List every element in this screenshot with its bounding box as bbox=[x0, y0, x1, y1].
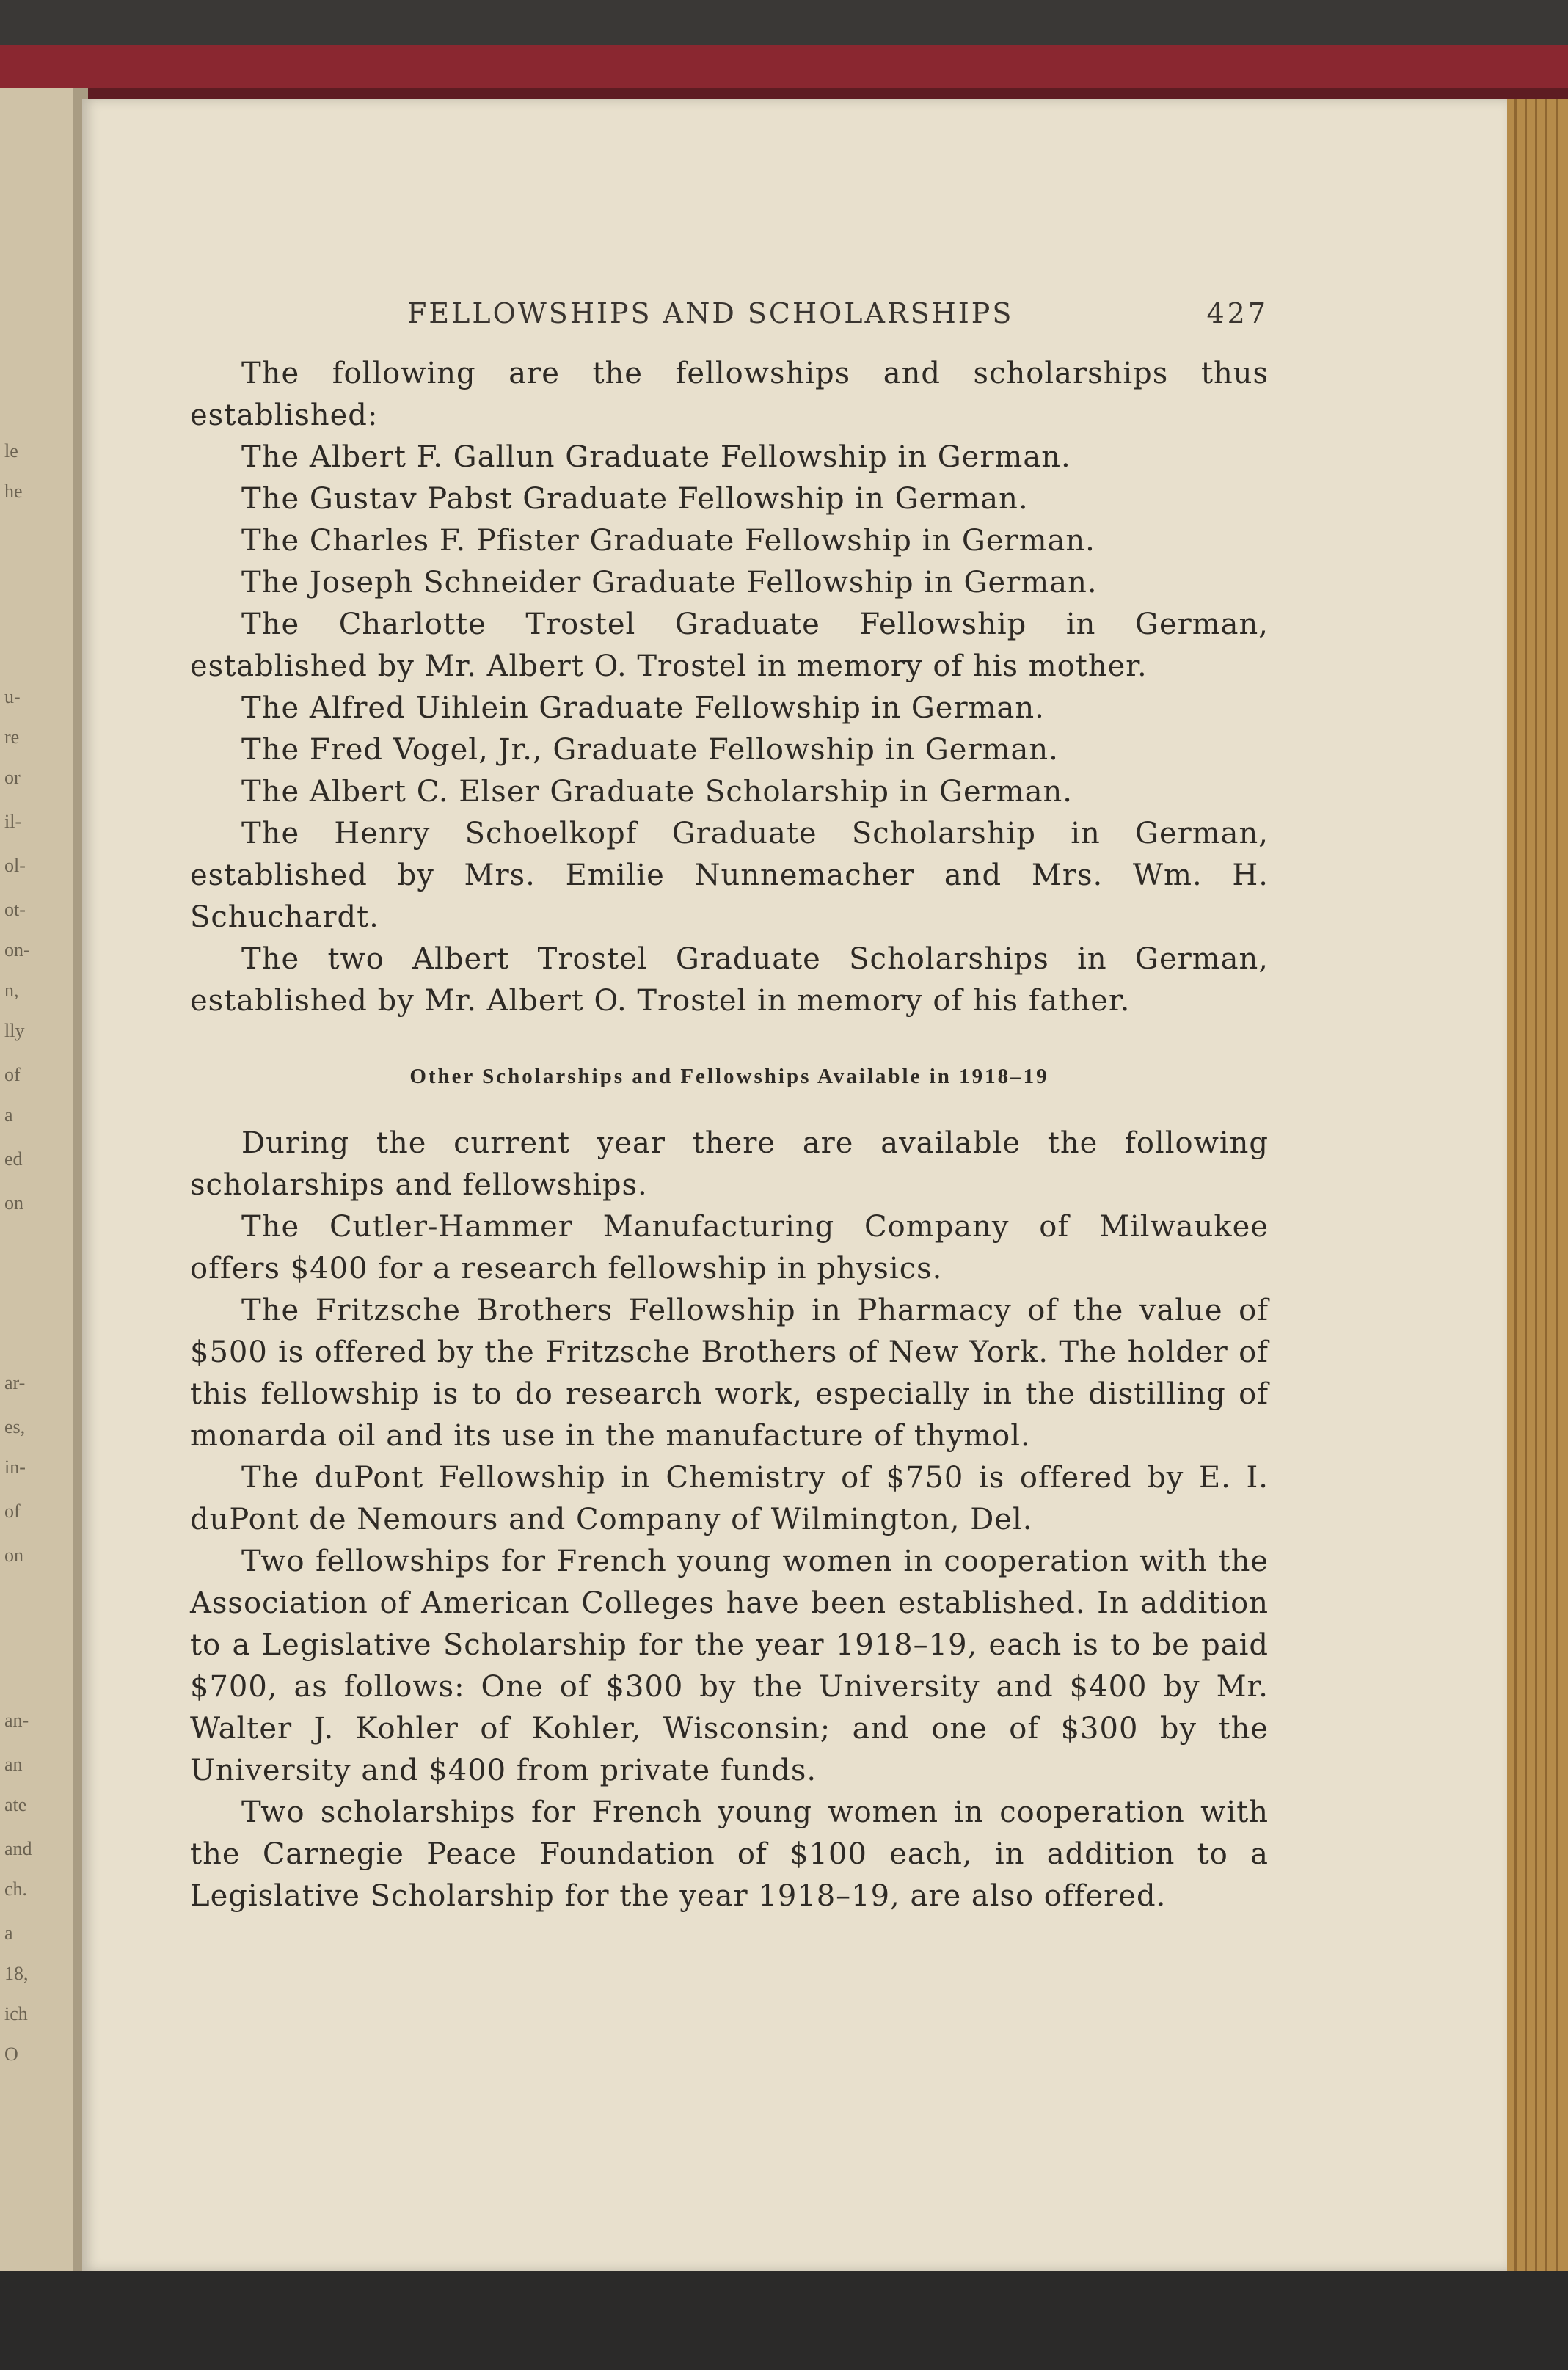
paragraph bbox=[190, 771, 1269, 813]
paragraph-text: The Fritzsche Brothers Fellowship in Pharmacy of the value of $500 is offered by the Fritzsche Brothers of New York. The holder of this fellowship is to do research work, especially in the distilling of monarda oil and its use in the manufacture of thymol. bbox=[190, 1294, 1269, 1453]
edge-fragment: ate bbox=[4, 1794, 27, 1815]
page-edge-line bbox=[1556, 99, 1558, 2271]
edge-fragment: O bbox=[4, 2043, 18, 2065]
page-block-edges bbox=[1507, 99, 1568, 2271]
paragraph bbox=[190, 938, 1269, 1022]
edge-fragment: a bbox=[4, 1104, 13, 1126]
edge-fragment: a bbox=[4, 1922, 13, 1944]
paragraph-text: The Fred Vogel, Jr., Graduate Fellowship in German. bbox=[241, 733, 1059, 767]
paragraph bbox=[190, 813, 1269, 938]
edge-fragment: he bbox=[4, 481, 23, 502]
paragraph bbox=[190, 437, 1269, 478]
edge-fragment: lly bbox=[4, 1020, 25, 1041]
paragraph bbox=[190, 1792, 1269, 1917]
paragraph-text: The following are the fellowships and scholarships thus established: bbox=[190, 357, 1269, 432]
page-text-block bbox=[190, 297, 1269, 1917]
edge-fragment: il- bbox=[4, 811, 22, 832]
edge-fragment: in- bbox=[4, 1456, 26, 1478]
section-heading: Other Scholarships and Fellowships Available in 1918–19 bbox=[409, 1065, 1049, 1088]
edge-fragment: n, bbox=[4, 980, 19, 1001]
paragraph-text: Two scholarships for French young women in cooperation with the Carnegie Peace Foundation of $100 each, in addition to a Legislative Scholarship for the year 1918–19, are also offered. bbox=[190, 1795, 1269, 1913]
paragraph-text: The Gustav Pabst Graduate Fellowship in German. bbox=[241, 482, 1029, 516]
edge-fragment: ed bbox=[4, 1148, 23, 1170]
paragraph bbox=[190, 604, 1269, 688]
paragraph-text: The Charlotte Trostel Graduate Fellowship in German, established by Mr. Albert O. Trostel in memory of his mother. bbox=[190, 608, 1269, 683]
paragraph bbox=[190, 1206, 1269, 1290]
edge-fragment: of bbox=[4, 1064, 21, 1085]
paragraph-text: The Cutler-Hammer Manufacturing Company of Milwaukee offers $400 for a research fellowship in physics. bbox=[190, 1210, 1269, 1286]
edge-fragment: of bbox=[4, 1501, 21, 1522]
paragraph-text: The Alfred Uihlein Graduate Fellowship in German. bbox=[241, 691, 1045, 725]
edge-fragment: ch. bbox=[4, 1878, 28, 1900]
edge-fragment: ot- bbox=[4, 899, 26, 920]
paragraph-text: The duPont Fellowship in Chemistry of $750 is offered by E. I. duPont de Nemours and Company of Wilmington, Del. bbox=[190, 1461, 1269, 1536]
paragraph bbox=[190, 729, 1269, 771]
paragraph bbox=[190, 1290, 1269, 1457]
edge-fragment: on- bbox=[4, 939, 30, 960]
page-number: 427 bbox=[1206, 297, 1269, 329]
edge-fragment: ol- bbox=[4, 855, 26, 876]
paragraph bbox=[190, 520, 1269, 562]
edge-fragment: u- bbox=[4, 686, 21, 707]
paragraph-text: Two fellowships for French young women in cooperation with the Association of American Colleges have been established. In addition to a Legislative Scholarship for the year 1918–19, each is to be paid $700, as follows: One of $300 by the University and $400 by Mr. Walter J. Kohler of Kohler, Wisconsin; and one of $300 by the University and $400 from private funds. bbox=[190, 1545, 1269, 1787]
edge-fragment: on bbox=[4, 1192, 23, 1214]
edge-fragment: le bbox=[4, 440, 18, 462]
edge-fragment: an bbox=[4, 1754, 23, 1775]
paragraph bbox=[190, 562, 1269, 604]
page-edge-line bbox=[1545, 99, 1547, 2271]
paragraph-text: The Charles F. Pfister Graduate Fellowship in German. bbox=[241, 524, 1095, 558]
paragraph bbox=[190, 1541, 1269, 1792]
edge-fragment: on bbox=[4, 1545, 23, 1566]
paragraph bbox=[190, 478, 1269, 520]
running-head-title: FELLOWSHIPS AND SCHOLARSHIPS bbox=[407, 297, 1014, 329]
edge-fragment: es, bbox=[4, 1416, 26, 1437]
paragraph-text: The Joseph Schneider Graduate Fellowship in German. bbox=[241, 566, 1098, 599]
paragraph bbox=[190, 688, 1269, 729]
page-edge-line bbox=[1535, 99, 1537, 2271]
paragraph bbox=[190, 353, 1269, 437]
edge-fragment: re bbox=[4, 726, 20, 748]
edge-fragment: or bbox=[4, 767, 21, 788]
paragraph bbox=[190, 1457, 1269, 1541]
edge-fragment: an- bbox=[4, 1710, 29, 1731]
paragraph-text: During the current year there are available the following scholarships and fellowships. bbox=[190, 1126, 1269, 1202]
edge-fragment: 18, bbox=[4, 1963, 29, 1984]
edge-fragment: ich bbox=[4, 2003, 28, 2024]
paragraph-text: The Albert F. Gallun Graduate Fellowship in German. bbox=[241, 440, 1071, 474]
running-head bbox=[190, 297, 1269, 349]
page-edge-line bbox=[1514, 99, 1517, 2271]
previous-page-edge bbox=[0, 88, 82, 2271]
edge-fragment: ar- bbox=[4, 1372, 26, 1393]
paragraph-text: The Albert C. Elser Graduate Scholarship in German. bbox=[241, 775, 1073, 809]
edge-fragment: and bbox=[4, 1838, 32, 1859]
paragraph-text: The Henry Schoelkopf Graduate Scholarship in German, established by Mrs. Emilie Nunnemacher and Mrs. Wm. H. Schuchardt. bbox=[190, 817, 1269, 934]
page-edge-line bbox=[1525, 99, 1527, 2271]
scanner-background bbox=[0, 2267, 1568, 2370]
paragraph bbox=[190, 1123, 1269, 1206]
paragraph-text: The two Albert Trostel Graduate Scholarships in German, established by Mr. Albert O. Trostel in memory of his father. bbox=[190, 942, 1269, 1018]
